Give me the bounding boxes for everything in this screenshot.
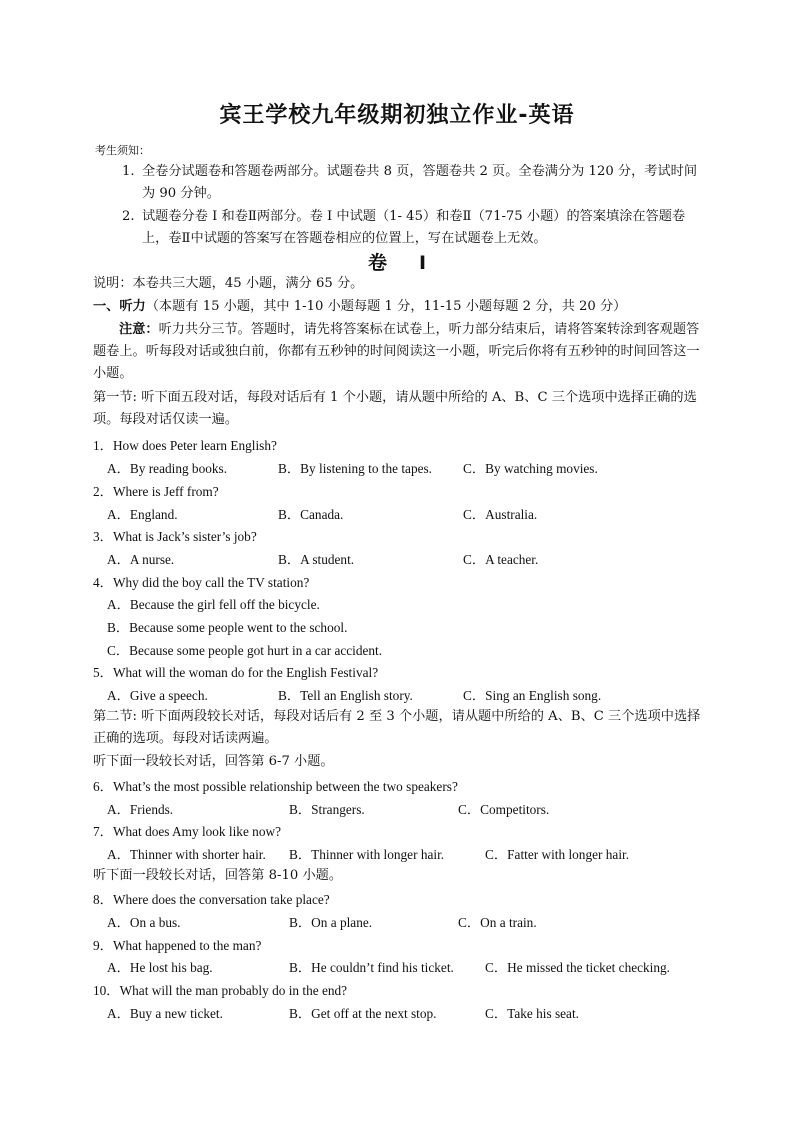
question-text: 4．Why did the boy call the TV station? — [93, 575, 310, 590]
dialog-instruction: 听下面一段较长对话，回答第 6-7 小题。 — [93, 754, 334, 769]
option-a[interactable]: A．A nurse. — [107, 552, 175, 567]
exam-title: 宾王学校九年级期初独立作业-英语 — [219, 103, 575, 128]
question-text: 6．What’s the most possible relationship between the two speakers? — [93, 779, 458, 794]
option-c[interactable]: C．Because some people got hurt in a car accident. — [107, 643, 383, 658]
option-c[interactable]: C．Competitors. — [458, 802, 550, 817]
section1-instruction: 第一节: 听下面五段对话，每段对话后有 1 个小题，请从题中所给的 A、B、C 三个选项中选择正确的选项。每段对话仅读一遍。 — [93, 390, 697, 427]
question-text: 7．What does Amy look like now? — [93, 824, 281, 839]
question-text: 10．What will the man probably do in the end? — [93, 983, 348, 998]
option-a[interactable]: A．Give a speech. — [107, 688, 208, 703]
option-b[interactable]: B．On a plane. — [289, 915, 373, 930]
option-b[interactable]: B．Tell an English story. — [278, 688, 413, 703]
part1-heading-bold: 一、听力 — [93, 299, 146, 314]
question-text: 1．How does Peter learn English? — [93, 438, 277, 453]
option-a[interactable]: A．By reading books. — [107, 461, 228, 476]
question-text: 2．Where is Jeff from? — [93, 484, 219, 499]
section2-instruction: 第二节: 听下面两段较长对话，每段对话后有 2 至 3 个小题，请从题中所给的 A、B、C 三个选项中选择正确的选项。每段对话读两遍。 — [93, 709, 701, 746]
notice-item — [122, 206, 702, 250]
part1-heading-rest: （本题有 15 小题，其中 1-10 小题每题 1 分，11-15 小题每题 2 分，共 20 分） — [145, 299, 627, 314]
volume-heading — [0, 248, 794, 275]
option-c[interactable]: C．By watching movies. — [463, 461, 598, 476]
listening-note-text: 听力共分三节。答题时，请先将答案标在试卷上，听力部分结束后，请将答案转涂到客观题答题卷上。听每段对话或独白前，你都有五秒钟的时间阅读这一小题，听完后你将有五秒钟的时间回答这一小题。 — [93, 322, 700, 381]
option-c[interactable]: C．On a train. — [458, 915, 537, 930]
notice-label: 考生须知： — [95, 144, 150, 157]
listening-note — [93, 319, 705, 385]
question-text: 8．Where does the conversation take place? — [93, 892, 330, 907]
explanation: 说明：本卷共三大题，45 小题，满分 65 分。 — [93, 276, 364, 291]
option-b[interactable]: B．He couldn’t find his ticket. — [289, 960, 454, 975]
notice-item-number: 1. — [122, 164, 135, 179]
option-b[interactable]: B．Thinner with longer hair. — [289, 847, 445, 862]
option-c[interactable]: C．He missed the ticket checking. — [485, 960, 671, 975]
question-text: 5．What will the woman do for the English Festival? — [93, 665, 379, 680]
option-a[interactable]: A．Buy a new ticket. — [107, 1006, 223, 1021]
volume-word: 卷 — [367, 252, 387, 274]
dialog-instruction: 听下面一段较长对话，回答第 8-10 小题。 — [93, 868, 343, 883]
option-b[interactable]: B．Because some people went to the school. — [107, 620, 348, 635]
option-a[interactable]: A．Thinner with shorter hair. — [107, 847, 266, 862]
notice-item-text: 全卷分试题卷和答题卷两部分。试题卷共 8 页，答题卷共 2 页。全卷满分为 120 分，考试时间为 90 分钟。 — [142, 164, 698, 201]
notice-item-text: 试题卷分卷 I 和卷Ⅱ两部分。卷 I 中试题（1- 45）和卷Ⅱ（71-75 小题）的答案填涂在答题卷上，卷Ⅱ中试题的答案写在答题卷相应的位置上，写在试题卷上无效。 — [142, 209, 686, 246]
volume-numeral: I — [418, 252, 427, 274]
listening-note-label: 注意： — [119, 322, 159, 337]
option-b[interactable]: B．Strangers. — [289, 802, 365, 817]
option-a[interactable]: A．Because the girl fell off the bicycle. — [107, 597, 320, 612]
option-c[interactable]: C．Fatter with longer hair. — [485, 847, 630, 862]
option-a[interactable]: A．On a bus. — [107, 915, 181, 930]
option-b[interactable]: B．A student. — [278, 552, 355, 567]
option-a[interactable]: A．Friends. — [107, 802, 174, 817]
option-c[interactable]: C．A teacher. — [463, 552, 539, 567]
question-text: 9．What happened to the man? — [93, 938, 262, 953]
option-a[interactable]: A．He lost his bag. — [107, 960, 213, 975]
option-c[interactable]: C．Australia. — [463, 507, 538, 522]
option-c[interactable]: C．Sing an English song. — [463, 688, 602, 703]
part1-heading — [93, 296, 705, 318]
question-text: 3．What is Jack’s sister’s job? — [93, 529, 257, 544]
option-b[interactable]: B．Get off at the next stop. — [289, 1006, 437, 1021]
notice-item — [122, 161, 702, 205]
option-b[interactable]: B．By listening to the tapes. — [278, 461, 433, 476]
notice-item-number: 2. — [122, 209, 135, 224]
option-c[interactable]: C．Take his seat. — [485, 1006, 579, 1021]
option-b[interactable]: B．Canada. — [278, 507, 344, 522]
option-a[interactable]: A．England. — [107, 507, 178, 522]
